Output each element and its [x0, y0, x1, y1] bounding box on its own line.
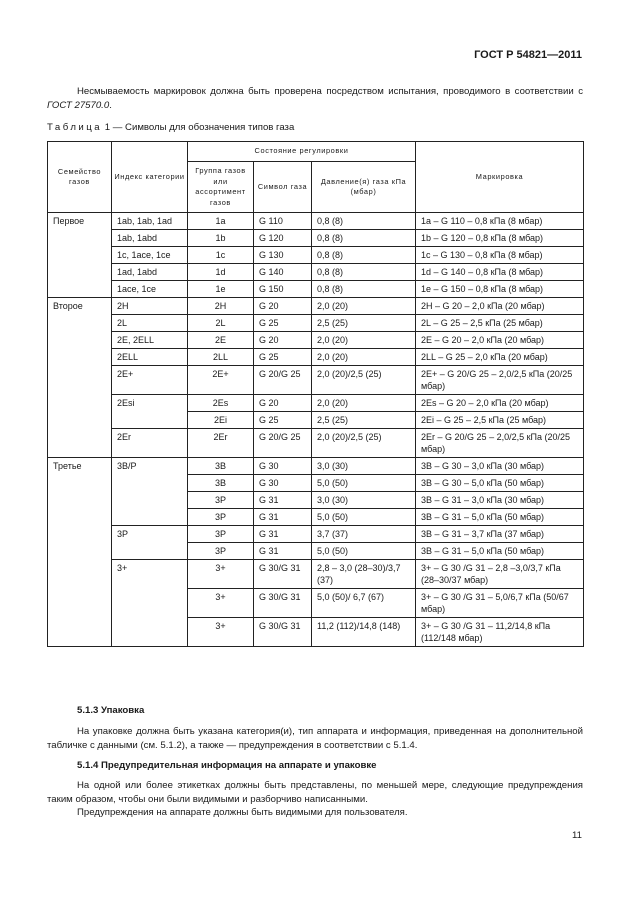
- cell-pressure: 0,8 (8): [312, 230, 416, 247]
- cell-marking: 2L – G 25 – 2,5 кПа (25 мбар): [416, 315, 584, 332]
- cell-group: 3P: [188, 509, 254, 526]
- cell-pressure: 5,0 (50): [312, 509, 416, 526]
- cell-group: 3P: [188, 543, 254, 560]
- cell-symbol: G 20/G 25: [254, 366, 312, 395]
- cell-symbol: G 30: [254, 458, 312, 475]
- cell-group: 3+: [188, 618, 254, 647]
- cell-group: 2E: [188, 332, 254, 349]
- cell-index: 2ELL: [112, 349, 188, 366]
- cell-index: [112, 412, 188, 429]
- cell-group: 1a: [188, 213, 254, 230]
- cell-pressure: 5,0 (50)/ 6,7 (67): [312, 589, 416, 618]
- cell-symbol: G 120: [254, 230, 312, 247]
- gas-symbols-table: [47, 141, 584, 647]
- cell-pressure: 2,8 – 3,0 (28–30)/3,7 (37): [312, 560, 416, 589]
- table-row: [48, 412, 584, 429]
- table-row: [48, 332, 584, 349]
- cell-group: 1c: [188, 247, 254, 264]
- cell-group: 2Ei: [188, 412, 254, 429]
- cell-marking: 3B – G 31 – 5,0 кПа (50 мбар): [416, 509, 584, 526]
- section-514-title: 5.1.4 Предупредительная информация на аппарате и упаковке: [77, 760, 377, 771]
- cell-symbol: G 20: [254, 298, 312, 315]
- cell-family: [48, 315, 112, 332]
- cell-family: Первое: [48, 213, 112, 230]
- cell-marking: 1b – G 120 – 0,8 кПа (8 мбар): [416, 230, 584, 247]
- cell-symbol: G 25: [254, 412, 312, 429]
- table-row: [48, 589, 584, 618]
- cell-symbol: G 25: [254, 315, 312, 332]
- cell-family: [48, 230, 112, 247]
- cell-family: [48, 412, 112, 429]
- table-row: [48, 509, 584, 526]
- cell-symbol: G 30/G 31: [254, 618, 312, 647]
- table-row: [48, 492, 584, 509]
- cell-family: [48, 560, 112, 589]
- cell-pressure: 2,5 (25): [312, 412, 416, 429]
- table-row: [48, 230, 584, 247]
- cell-index: 1ab, 1abd: [112, 230, 188, 247]
- cell-index: 3+: [112, 560, 188, 589]
- cell-group: 3+: [188, 560, 254, 589]
- cell-marking: 3B – G 31 – 3,7 кПа (37 мбар): [416, 526, 584, 543]
- cell-index: 2L: [112, 315, 188, 332]
- cell-family: [48, 429, 112, 458]
- cell-group: 3B: [188, 475, 254, 492]
- section-513-text: На упаковке должна быть указана категория(и), тип аппарата и информация, приведенная на дополнительной табличке с данными (см. 5.1.2), а также — предупреждения в соответствии с 5.1.4.: [47, 726, 583, 751]
- cell-marking: 3B – G 31 – 5,0 кПа (50 мбар): [416, 543, 584, 560]
- cell-marking: 2Es – G 20 – 2,0 кПа (20 мбар): [416, 395, 584, 412]
- cell-pressure: 5,0 (50): [312, 543, 416, 560]
- cell-family: [48, 349, 112, 366]
- cell-marking: 3B – G 30 – 5,0 кПа (50 мбар): [416, 475, 584, 492]
- header-marking: Маркировка: [416, 142, 584, 213]
- cell-symbol: G 31: [254, 492, 312, 509]
- cell-group: 2Er: [188, 429, 254, 458]
- cell-index: [112, 543, 188, 560]
- table-row: [48, 458, 584, 475]
- cell-index: 1ad, 1abd: [112, 264, 188, 281]
- cell-index: [112, 618, 188, 647]
- cell-family: [48, 589, 112, 618]
- cell-family: [48, 509, 112, 526]
- cell-index: 2Esi: [112, 395, 188, 412]
- cell-symbol: G 25: [254, 349, 312, 366]
- cell-group: 3P: [188, 492, 254, 509]
- table-row: [48, 395, 584, 412]
- cell-family: [48, 526, 112, 543]
- intro-text: Несмываемость маркировок должна быть проверена посредством испытания, проводимого в соответствии с: [77, 86, 583, 97]
- table-row: [48, 526, 584, 543]
- cell-symbol: G 150: [254, 281, 312, 298]
- cell-symbol: G 31: [254, 543, 312, 560]
- cell-group: 3+: [188, 589, 254, 618]
- table-caption: [47, 122, 294, 133]
- cell-index: 1ace, 1ce: [112, 281, 188, 298]
- cell-marking: 3+ – G 30 /G 31 – 5,0/6,7 кПа (50/67 мбар): [416, 589, 584, 618]
- cell-index: 2Er: [112, 429, 188, 458]
- header-state: Состояние регулировки: [188, 142, 416, 162]
- cell-pressure: 0,8 (8): [312, 213, 416, 230]
- cell-group: 3P: [188, 526, 254, 543]
- cell-pressure: 5,0 (50): [312, 475, 416, 492]
- cell-pressure: 2,0 (20): [312, 332, 416, 349]
- table-row: [48, 618, 584, 647]
- table-row: [48, 247, 584, 264]
- cell-marking: 2E+ – G 20/G 25 – 2,0/2,5 кПа (20/25 мбар): [416, 366, 584, 395]
- cell-pressure: 2,0 (20): [312, 395, 416, 412]
- cell-family: [48, 492, 112, 509]
- cell-marking: 1e – G 150 – 0,8 кПа (8 мбар): [416, 281, 584, 298]
- cell-pressure: 0,8 (8): [312, 247, 416, 264]
- cell-pressure: 2,5 (25): [312, 315, 416, 332]
- cell-pressure: 0,8 (8): [312, 281, 416, 298]
- cell-family: [48, 543, 112, 560]
- table-row: [48, 429, 584, 458]
- cell-symbol: G 130: [254, 247, 312, 264]
- table-row: [48, 475, 584, 492]
- cell-family: [48, 332, 112, 349]
- intro-ref: ГОСТ 27570.0: [47, 100, 110, 111]
- cell-family: [48, 618, 112, 647]
- cell-pressure: 2,0 (20)/2,5 (25): [312, 366, 416, 395]
- cell-family: [48, 366, 112, 395]
- doc-header: ГОСТ Р 54821—2011: [474, 49, 582, 61]
- table-row: [48, 543, 584, 560]
- cell-marking: 3B – G 31 – 3,0 кПа (30 мбар): [416, 492, 584, 509]
- cell-index: [112, 475, 188, 492]
- cell-pressure: 0,8 (8): [312, 264, 416, 281]
- table-row: [48, 264, 584, 281]
- cell-family: [48, 281, 112, 298]
- cell-index: 2E+: [112, 366, 188, 395]
- intro-paragraph: [47, 85, 583, 113]
- cell-marking: 1c – G 130 – 0,8 кПа (8 мбар): [416, 247, 584, 264]
- table-row: [48, 281, 584, 298]
- cell-pressure: 3,0 (30): [312, 458, 416, 475]
- cell-family: [48, 264, 112, 281]
- intro-text-end: .: [109, 100, 112, 111]
- table-caption-prefix: Таблица: [47, 122, 103, 133]
- cell-pressure: 11,2 (112)/14,8 (148): [312, 618, 416, 647]
- table-row: [48, 213, 584, 230]
- cell-marking: 1a – G 110 – 0,8 кПа (8 мбар): [416, 213, 584, 230]
- table-row: [48, 315, 584, 332]
- cell-index: [112, 509, 188, 526]
- cell-symbol: G 20/G 25: [254, 429, 312, 458]
- table-row: [48, 560, 584, 589]
- cell-index: 2E, 2ELL: [112, 332, 188, 349]
- cell-symbol: G 31: [254, 526, 312, 543]
- cell-marking: 2LL – G 25 – 2,0 кПа (20 мбар): [416, 349, 584, 366]
- section-513-title: 5.1.3 Упаковка: [77, 705, 145, 716]
- header-symbol: Символ газа: [254, 162, 312, 213]
- cell-symbol: G 30/G 31: [254, 589, 312, 618]
- section-514-text-2: Предупреждения на аппарате должны быть видимыми для пользователя.: [77, 807, 408, 818]
- cell-group: 2E+: [188, 366, 254, 395]
- cell-family: Второе: [48, 298, 112, 315]
- cell-marking: 3+ – G 30 /G 31 – 2,8 –3,0/3,7 кПа (28–30/37 мбар): [416, 560, 584, 589]
- cell-index: 3P: [112, 526, 188, 543]
- cell-group: 1d: [188, 264, 254, 281]
- cell-symbol: G 20: [254, 395, 312, 412]
- cell-pressure: 2,0 (20): [312, 349, 416, 366]
- cell-index: [112, 492, 188, 509]
- cell-group: 2H: [188, 298, 254, 315]
- cell-group: 1e: [188, 281, 254, 298]
- cell-index: [112, 589, 188, 618]
- cell-family: [48, 475, 112, 492]
- cell-marking: 3B – G 30 – 3,0 кПа (30 мбар): [416, 458, 584, 475]
- cell-index: 3B/P: [112, 458, 188, 475]
- cell-symbol: G 140: [254, 264, 312, 281]
- header-index: Индекс категории: [112, 142, 188, 213]
- cell-marking: 2H – G 20 – 2,0 кПа (20 мбар): [416, 298, 584, 315]
- cell-pressure: 2,0 (20)/2,5 (25): [312, 429, 416, 458]
- cell-marking: 2Er – G 20/G 25 – 2,0/2,5 кПа (20/25 мбар): [416, 429, 584, 458]
- table-row: [48, 349, 584, 366]
- cell-marking: 1d – G 140 – 0,8 кПа (8 мбар): [416, 264, 584, 281]
- cell-symbol: G 31: [254, 509, 312, 526]
- table-caption-text: 1 — Символы для обозначения типов газа: [102, 122, 295, 133]
- cell-symbol: G 30/G 31: [254, 560, 312, 589]
- cell-family: [48, 395, 112, 412]
- table-row: [48, 366, 584, 395]
- cell-symbol: G 20: [254, 332, 312, 349]
- cell-marking: 3+ – G 30 /G 31 – 11,2/14,8 кПа (112/148 мбар): [416, 618, 584, 647]
- cell-symbol: G 30: [254, 475, 312, 492]
- table-body: [48, 213, 584, 647]
- cell-group: 2L: [188, 315, 254, 332]
- cell-marking: 2E – G 20 – 2,0 кПа (20 мбар): [416, 332, 584, 349]
- cell-index: 1ab, 1ab, 1ad: [112, 213, 188, 230]
- cell-pressure: 3,0 (30): [312, 492, 416, 509]
- cell-pressure: 2,0 (20): [312, 298, 416, 315]
- cell-group: 2LL: [188, 349, 254, 366]
- cell-family: [48, 247, 112, 264]
- section-514-text-1: На одной или более этикетках должны быть представлены, по меньшей мере, следующие предупреждения таким образом, чтобы они были видимыми и разборчиво написанными.: [47, 780, 583, 805]
- header-group: Группа газов или ассортимент газов: [188, 162, 254, 213]
- cell-marking: 2Ei – G 25 – 2,5 кПа (25 мбар): [416, 412, 584, 429]
- cell-index: 2H: [112, 298, 188, 315]
- cell-symbol: G 110: [254, 213, 312, 230]
- cell-pressure: 3,7 (37): [312, 526, 416, 543]
- cell-group: 1b: [188, 230, 254, 247]
- cell-family: Третье: [48, 458, 112, 475]
- table-row: [48, 298, 584, 315]
- page-number: 11: [572, 830, 582, 841]
- cell-index: 1c, 1ace, 1ce: [112, 247, 188, 264]
- cell-group: 2Es: [188, 395, 254, 412]
- cell-group: 3B: [188, 458, 254, 475]
- header-pressure: Давление(я) газа кПа (мбар): [312, 162, 416, 213]
- header-family: Семейство газов: [48, 142, 112, 213]
